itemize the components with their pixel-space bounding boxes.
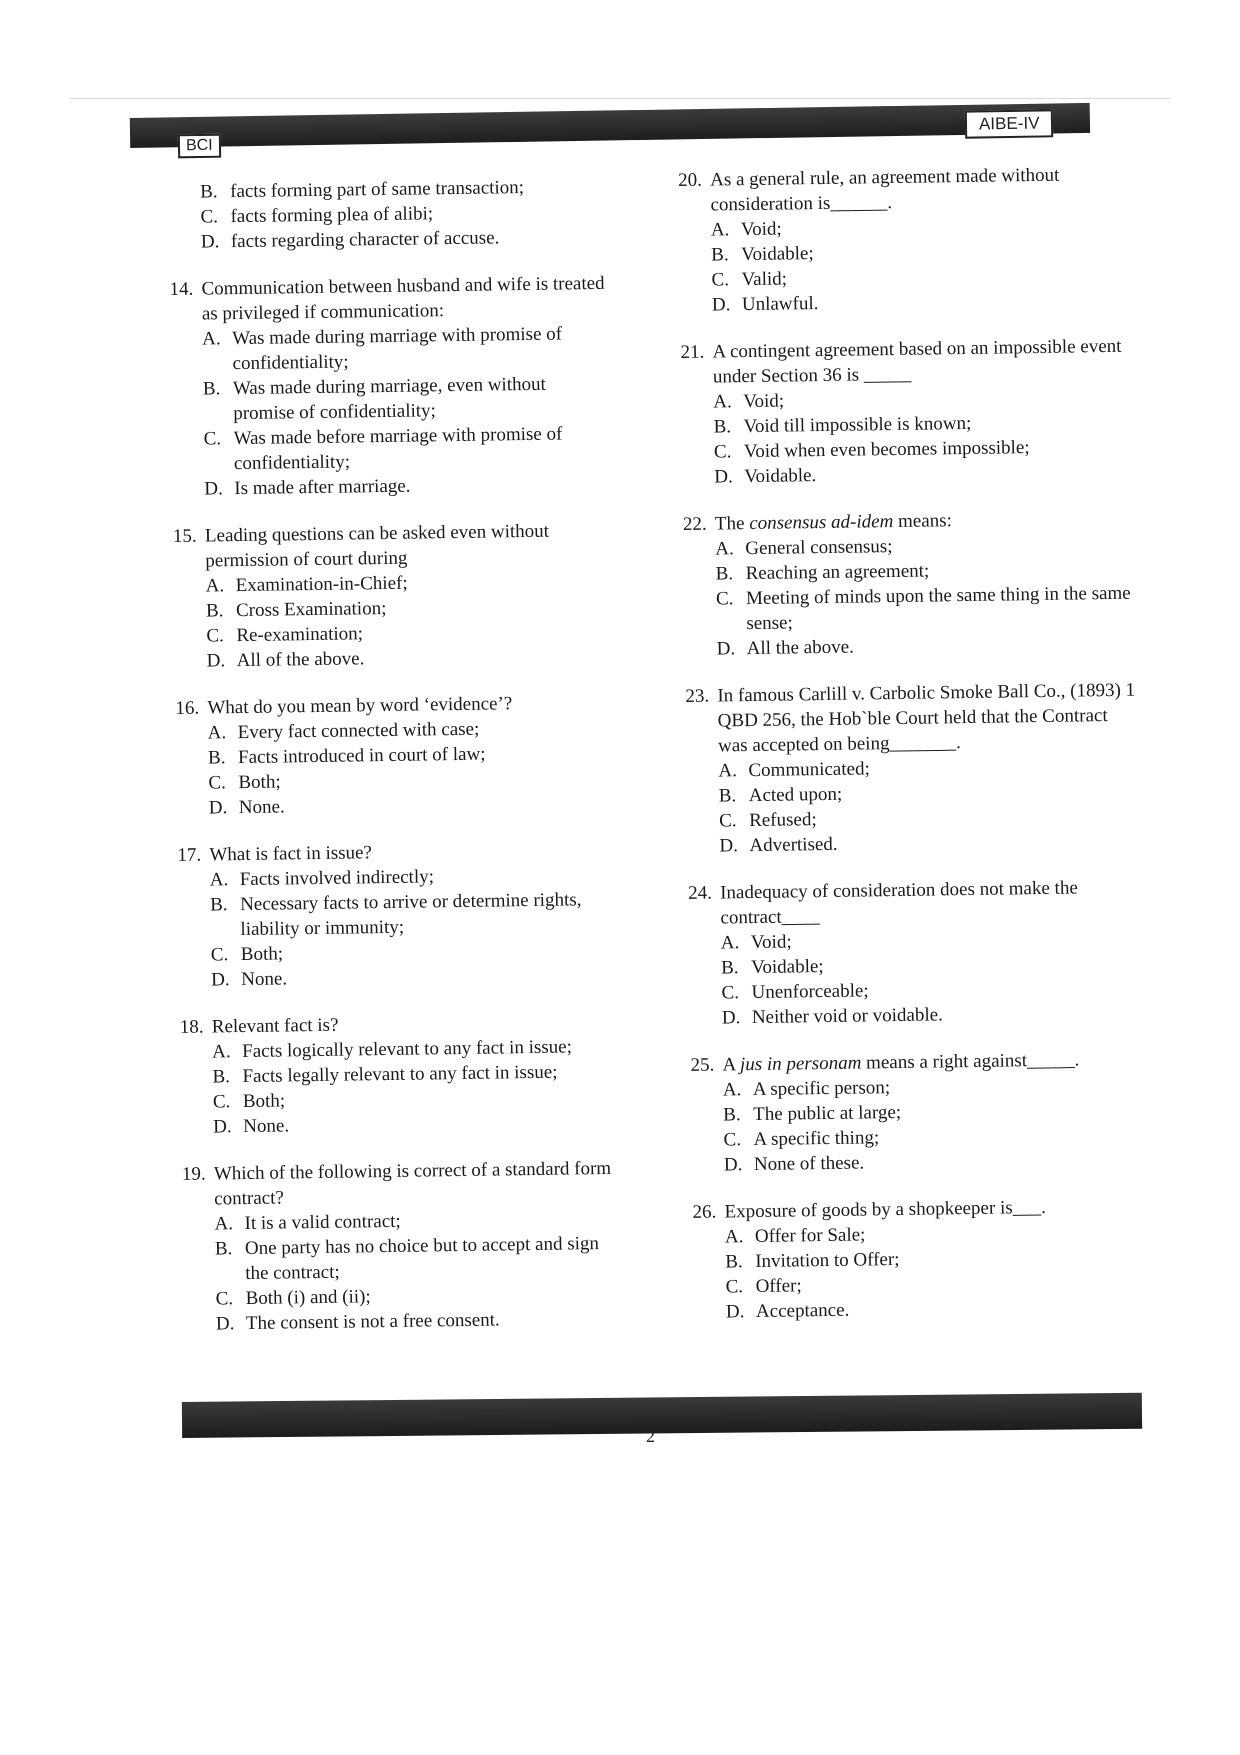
option-letter: B. (711, 244, 729, 266)
option-item (215, 1231, 624, 1287)
option-text: Voidable; (751, 956, 824, 979)
option-letter: B. (718, 785, 737, 807)
option-text: Is made after marriage. (234, 475, 411, 500)
question-18 (180, 1009, 622, 1140)
option-text: Was made during marriage, even without promise of confidentiality; (232, 373, 546, 425)
question-text: As a general rule, an agreement made without consideration is______. (710, 164, 1060, 216)
option-letter: C. (715, 588, 734, 610)
option-text: Necessary facts to arrive or determine rights, liability or immunity; (239, 889, 582, 941)
question-stem (182, 1156, 623, 1212)
option-text: Cross Examination; (235, 597, 387, 622)
option-letter: A. (715, 538, 734, 560)
option-item (203, 421, 612, 477)
option-text: facts forming plea of alibi; (230, 203, 434, 228)
option-text: Void; (740, 218, 782, 241)
question-15 (173, 518, 615, 674)
question-text: A contingent agreement based on an impossible event under Section 36 is _____ (712, 335, 1122, 388)
option-text: Void till impossible is known; (743, 412, 972, 438)
option-text: One party has no choice but to accept and sign the contract; (244, 1233, 600, 1285)
option-text: All the above. (746, 636, 854, 660)
option-item (714, 459, 1132, 490)
question-text: The consensus ad-idem means: (714, 510, 953, 535)
option-item (201, 224, 609, 255)
option-letter: A. (209, 869, 229, 891)
question-24 (688, 875, 1140, 1031)
option-letter: C. (200, 206, 219, 228)
options-list (202, 321, 612, 502)
option-letter: B. (205, 600, 224, 622)
question-16 (175, 690, 617, 821)
option-letter: A. (214, 1213, 234, 1235)
header-left-tag: BCI (178, 134, 221, 159)
option-letter: D. (204, 478, 223, 500)
option-text: facts regarding character of accuse. (230, 227, 500, 253)
question-19 (182, 1156, 624, 1337)
italic-term: consensus ad-idem (749, 511, 894, 535)
question-text: Exposure of goods by a shopkeeper is___. (724, 1196, 1047, 1223)
option-letter: C. (711, 269, 730, 291)
option-item (716, 581, 1135, 637)
option-text: Void when even becomes impossible; (743, 437, 1030, 463)
option-letter: A. (710, 219, 730, 241)
right-column (678, 162, 1144, 1347)
question-stem (685, 678, 1136, 759)
question-stem (688, 875, 1139, 931)
options-list (711, 212, 1130, 318)
question-text: Communication between husband and wife is treated as privileged if communication: (201, 272, 605, 325)
option-letter: A. (207, 722, 227, 744)
option-text: Acted upon; (748, 783, 843, 807)
option-text: Both (i) and (ii); (245, 1286, 371, 1310)
option-letter: A. (718, 760, 738, 782)
option-text: A specific person; (752, 1077, 891, 1101)
question-number: 19. (181, 1163, 206, 1185)
option-letter: A. (212, 1041, 231, 1063)
option-text: Examination-in-Chief; (235, 572, 408, 597)
question-17 (177, 837, 619, 993)
option-letter: D. (716, 638, 736, 660)
option-letter: C. (203, 428, 222, 450)
option-text: The consent is not a free consent. (245, 1309, 500, 1335)
top-rule (70, 98, 1170, 99)
header-right-tag: AIBE-IV (965, 109, 1054, 138)
option-letter: B. (209, 894, 228, 916)
option-letter: D. (714, 466, 733, 488)
option-text: A specific thing; (753, 1127, 880, 1151)
question-stem (678, 162, 1129, 218)
option-text: facts forming part of same transaction; (230, 177, 525, 203)
option-letter: C. (208, 772, 227, 794)
question-stem (169, 271, 610, 327)
option-letter: B. (200, 181, 218, 203)
options-list (725, 1219, 1144, 1325)
option-text: Was made before marriage with promise of confidentiality; (233, 423, 563, 475)
question-text: Which of the following is correct of a standard form contract? (213, 1157, 612, 1210)
question-22 (683, 506, 1135, 662)
italic-term: jus in personam (739, 1052, 862, 1076)
option-letter: C. (206, 625, 224, 647)
option-letter: C. (718, 810, 737, 832)
option-text: None. (243, 1115, 290, 1138)
question-number: 17. (177, 844, 202, 866)
options-list (208, 715, 617, 821)
question-number: 26. (692, 1201, 717, 1223)
option-item (210, 887, 619, 943)
question-stem (173, 518, 614, 574)
question-text: What do you mean by word ‘evidence’? (207, 693, 513, 719)
option-letter: C. (215, 1288, 234, 1310)
question-text: Inadequacy of consideration does not make the contract____ (719, 877, 1078, 929)
option-letter: C. (210, 944, 229, 966)
option-letter: B. (212, 1066, 231, 1088)
option-letter: D. (206, 650, 226, 672)
option-text: Unenforceable; (751, 980, 869, 1004)
continued-options (200, 174, 609, 255)
option-letter: B. (725, 1251, 743, 1273)
option-text: Acceptance. (755, 1299, 850, 1323)
option-text: Invitation to Offer; (755, 1249, 900, 1273)
option-letter: D. (208, 797, 228, 819)
question-20 (678, 162, 1130, 318)
option-item (726, 1294, 1144, 1325)
option-text: Both; (240, 943, 284, 966)
options-list (205, 568, 614, 674)
option-item (216, 1306, 624, 1337)
question-number: 24. (687, 882, 713, 904)
option-letter: C. (725, 1276, 744, 1298)
options-list (214, 1206, 624, 1337)
option-text: Reaching an agreement; (745, 560, 930, 585)
question-text: What is fact in issue? (209, 842, 373, 866)
option-text: Advertised. (749, 833, 838, 857)
option-text: Neither void or voidable. (751, 1004, 944, 1029)
question-25 (690, 1047, 1142, 1178)
option-letter: A. (205, 575, 225, 597)
question-26 (692, 1194, 1144, 1325)
option-letter: D. (711, 294, 731, 316)
option-text: Unlawful. (741, 293, 819, 316)
option-letter: B. (721, 957, 739, 979)
question-21 (680, 334, 1132, 490)
option-text: Offer for Sale; (754, 1224, 866, 1248)
option-text: The public at large; (753, 1101, 902, 1126)
question-number: 23. (685, 685, 710, 707)
options-list (723, 1072, 1142, 1178)
question-number: 18. (179, 1016, 204, 1038)
option-text: Valid; (741, 268, 788, 291)
options-list (715, 531, 1135, 662)
option-letter: C. (713, 441, 732, 463)
options-list (210, 862, 620, 993)
option-letter: B. (723, 1104, 741, 1126)
option-text: Void; (743, 390, 785, 413)
left-column (168, 174, 624, 1359)
option-item (724, 1147, 1142, 1178)
option-text: Facts introduced in court of law; (237, 743, 486, 769)
option-letter: D. (215, 1313, 235, 1335)
right-questions (678, 162, 1144, 1325)
option-item (719, 828, 1137, 859)
option-text: Meeting of minds upon the same thing in the same sense; (745, 582, 1131, 635)
option-text: All of the above. (236, 648, 365, 672)
option-letter: C. (212, 1091, 231, 1113)
option-text: It is a valid contract; (244, 1210, 401, 1235)
question-text: Relevant fact is? (211, 1014, 339, 1038)
option-text: Communicated; (748, 758, 870, 782)
page-number: 2 (646, 1426, 655, 1446)
question-stem (680, 334, 1131, 390)
question-number: 15. (172, 525, 197, 547)
option-item (203, 371, 612, 427)
option-item (712, 287, 1130, 318)
header-bar (130, 103, 1090, 148)
option-text: Facts legally relevant to any fact in issue; (242, 1061, 558, 1088)
option-letter: D. (721, 1007, 741, 1029)
question-14 (169, 271, 612, 502)
footer-bar (182, 1393, 1142, 1438)
question-number: 14. (169, 278, 194, 300)
option-letter: A. (713, 391, 732, 413)
option-text: None of these. (753, 1152, 865, 1176)
option-item (211, 962, 619, 993)
option-text: Was made during marriage with promise of confidentiality; (232, 323, 563, 375)
option-letter: A. (202, 328, 221, 350)
option-text: Re-examination; (236, 623, 364, 647)
options-list (721, 925, 1140, 1031)
options-list (718, 753, 1137, 859)
option-letter: B. (713, 416, 732, 438)
option-letter: A. (722, 1079, 742, 1101)
option-letter: D. (723, 1154, 743, 1176)
question-number: 20. (678, 169, 703, 191)
option-letter: D. (200, 231, 220, 253)
options-list (212, 1034, 621, 1140)
question-number: 16. (175, 697, 200, 719)
option-letter: C. (723, 1129, 742, 1151)
option-text: Refused; (748, 809, 817, 832)
option-item (717, 631, 1135, 662)
option-letter: D. (213, 1116, 232, 1138)
option-text: None. (238, 796, 285, 819)
option-text: Offer; (755, 1275, 802, 1298)
option-letter: A. (720, 932, 740, 954)
option-item (213, 1109, 621, 1140)
left-questions (169, 271, 624, 1337)
option-letter: D. (211, 969, 230, 991)
question-text: A jus in personam means a right against_____. (722, 1049, 1080, 1076)
option-item (207, 643, 615, 674)
option-text: None. (241, 968, 288, 991)
question-number: 21. (680, 341, 705, 363)
option-item (202, 321, 611, 377)
option-text: Both; (238, 771, 281, 794)
option-item (204, 471, 612, 502)
option-text: Facts logically relevant to any fact in issue; (242, 1036, 573, 1063)
option-item (722, 1000, 1140, 1031)
option-text: Every fact connected with case; (237, 718, 480, 744)
question-text: Leading questions can be asked even without permission of court during (204, 520, 550, 572)
options-list (713, 384, 1132, 490)
option-text: General consensus; (745, 536, 893, 560)
option-letter: B. (214, 1238, 233, 1260)
option-text: Void; (750, 931, 792, 954)
option-letter: C. (721, 982, 740, 1004)
question-number: 25. (690, 1054, 715, 1076)
option-text: Both; (242, 1090, 286, 1113)
question-text: In famous Carlill v. Carbolic Smoke Ball Co., (1893) 1 QBD 256, the Hob`ble Court held that the Contract was accepted on being_______. (717, 679, 1136, 757)
option-letter: D. (719, 835, 739, 857)
question-23 (685, 678, 1137, 859)
option-text: Facts involved indirectly; (239, 866, 435, 891)
question-number: 22. (682, 513, 707, 535)
option-letter: A. (724, 1226, 744, 1248)
option-letter: B. (207, 747, 226, 769)
option-text: Voidable. (744, 465, 817, 488)
option-letter: D. (725, 1301, 745, 1323)
option-letter: B. (715, 563, 734, 585)
option-letter: B. (202, 378, 221, 400)
option-text: Voidable; (741, 243, 814, 266)
option-item (209, 790, 617, 821)
